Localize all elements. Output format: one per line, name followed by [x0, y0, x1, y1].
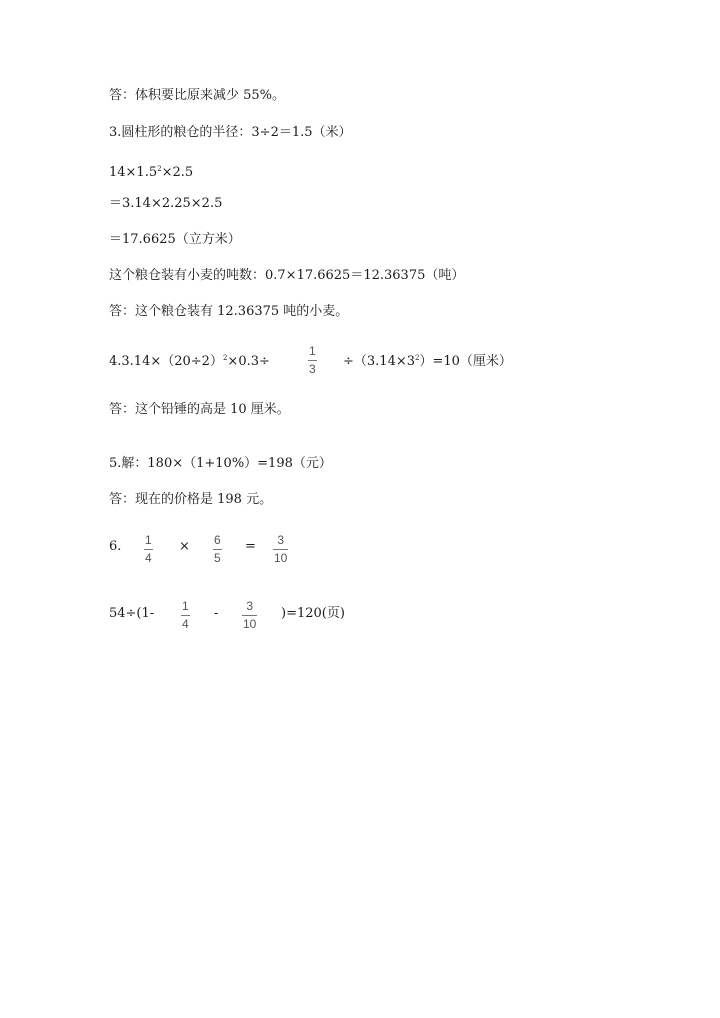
fraction-bar — [144, 549, 153, 550]
calc-step-1-a: 14×1.5 — [109, 165, 158, 180]
calc-step-1-b: ×2.5 — [161, 165, 194, 180]
times-operator: × — [179, 539, 190, 554]
problem-4-part-b — [343, 350, 512, 370]
p4-a: 4.3.14×（20÷2） — [109, 354, 223, 369]
answer-volume: 答：体积要比原来减少 55%。 — [109, 88, 286, 103]
p4-c: ÷（3.14×3 — [343, 354, 416, 369]
equals-operator: = — [245, 539, 256, 554]
fraction-bar — [213, 549, 222, 550]
fraction-bar — [181, 615, 190, 616]
answer-tonnage: 答：这个粮仓装有 12.36375 吨的小麦。 — [109, 304, 349, 319]
problem-5-solution: 5.解：180×（1+10%）=198（元） — [109, 456, 332, 471]
p4-sup2: 2 — [415, 354, 420, 362]
p4-b: ×0.3÷ — [227, 354, 270, 369]
answer-price: 答：现在的价格是 198 元。 — [109, 492, 273, 507]
answer-height: 答：这个铅锤的高是 10 厘米。 — [109, 402, 290, 417]
fraction-bar — [308, 360, 317, 361]
fraction-denominator: 10 — [243, 617, 257, 631]
fraction-one-third — [308, 345, 317, 376]
pages-calc-start: 54÷(1- — [109, 606, 155, 621]
fraction-three-tenths-2 — [242, 600, 257, 631]
fraction-denominator: 4 — [145, 551, 152, 565]
radius-calc: 3.圆柱形的粮仓的半径：3÷2＝1.5（米） — [109, 125, 352, 140]
fraction-bar — [273, 549, 288, 550]
fraction-bar — [242, 615, 257, 616]
pages-calc-end: )=120(页) — [281, 606, 345, 621]
minus-operator: - — [214, 606, 219, 621]
fraction-three-tenths — [273, 534, 288, 565]
problem-6-label: 6. — [109, 539, 122, 554]
fraction-numerator: 1 — [182, 599, 189, 613]
fraction-numerator: 1 — [145, 533, 152, 547]
problem-4-part-a — [109, 350, 270, 370]
p4-sup1: 2 — [222, 354, 228, 362]
calc-step-3: ＝17.6625（立方米） — [109, 232, 241, 247]
fraction-denominator: 10 — [274, 551, 288, 565]
fraction-numerator: 3 — [246, 599, 254, 613]
fraction-one-quarter-2 — [181, 600, 190, 631]
fraction-one-quarter — [144, 534, 153, 565]
fraction-numerator: 3 — [277, 533, 285, 547]
fraction-denominator: 4 — [182, 617, 189, 631]
fraction-denominator: 5 — [214, 551, 221, 565]
calc-step-2: ＝3.14×2.25×2.5 — [109, 196, 223, 211]
tonnage-calc: 这个粮仓装有小麦的吨数：0.7×17.6625＝12.36375（吨） — [109, 268, 465, 283]
fraction-numerator: 1 — [309, 344, 316, 358]
fraction-six-fifths — [213, 534, 222, 565]
p4-d: ）=10（厘米） — [419, 354, 512, 369]
fraction-denominator: 3 — [309, 362, 316, 376]
calc-step-1 — [109, 161, 193, 181]
calc-step-1-sup: 2 — [157, 165, 162, 173]
fraction-numerator: 6 — [214, 533, 221, 547]
